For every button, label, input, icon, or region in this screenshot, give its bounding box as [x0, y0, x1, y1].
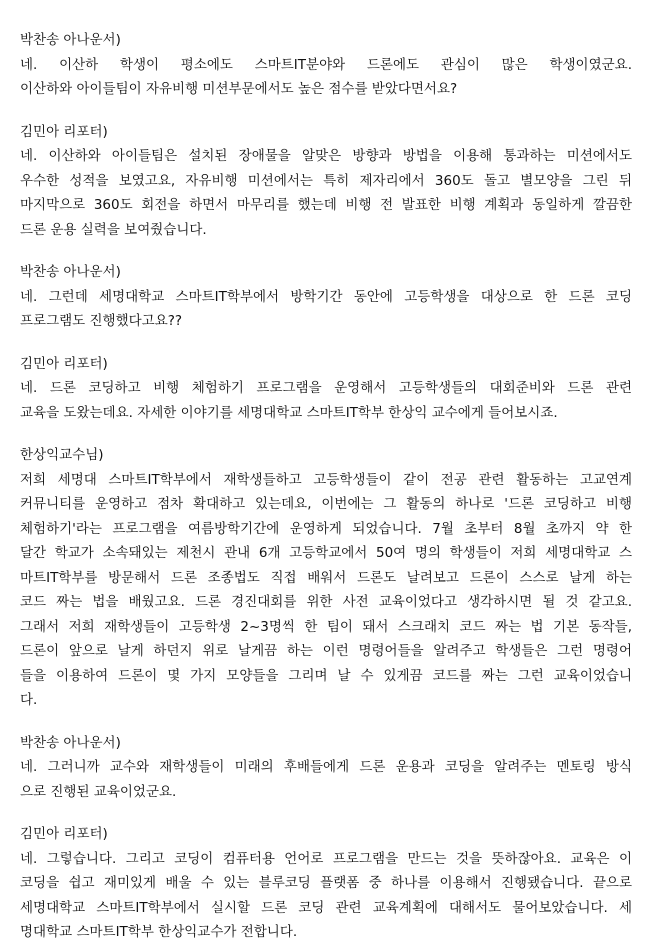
dialogue-line: 교육을 도왔는데요. 자세한 이야기를 세명대학교 스마트IT학부 한상익 교수에게 들어보시죠.: [20, 404, 558, 421]
dialogue-line: 코드 짜는 법을 배웠고요. 드론 경진대회를 위한 사전 교육이었다고 생각하시면 될 것 같고요.: [20, 594, 632, 610]
dialogue-line: 마트IT학부를 방문해서 드론 조종법도 직접 배워서 드론도 날려보고 드론이 스스로 날게 하는: [20, 569, 632, 586]
dialogue-block: [20, 28, 632, 102]
dialogue-block: [20, 731, 632, 805]
dialogue-line: 네. 그러니까 교수와 재학생들이 미래의 후배들에게 드론 운용과 코딩을 알려주는 멘토링 방식: [20, 759, 632, 775]
dialogue-line: 우수한 성적을 보였고요, 자유비행 미션에서는 특히 제자리에서 360도 돌고 별모양을 그린 뒤: [20, 172, 632, 189]
speaker-name: 박찬송 아나운서): [20, 32, 121, 48]
dialogue-line: 네. 그런데 세명대학교 스마트IT학부에서 방학기간 동안에 고등학생을 대상으로 한 드론 코딩: [20, 288, 632, 305]
transcript-page: [20, 28, 632, 945]
speaker-name: 김민아 리포터): [20, 123, 108, 140]
speaker-name: 김민아 리포터): [20, 355, 108, 372]
dialogue-block: [20, 822, 632, 945]
dialogue-line: 코딩을 쉽고 재미있게 배울 수 있는 블루코딩 플랫폼 중 하나를 이용해서 진행됐습니다. 끝으로: [20, 875, 632, 891]
dialogue-line: 네. 이산하 학생이 평소에도 스마트IT분야와 드론에도 관심이 많은 학생이였군요.: [20, 56, 632, 73]
speaker-name: 박찬송 아나운서): [20, 734, 121, 751]
dialogue-block: [20, 260, 632, 334]
dialogue-line: 들을 이용하여 드론이 몇 가지 모양들을 그리며 날 수 있게끔 코드를 짜는 그런 교육이었습니: [20, 667, 632, 684]
dialogue-line: 으로 진행된 교육이었군요.: [20, 783, 177, 800]
speaker-name: 한상익교수님): [20, 447, 104, 463]
dialogue-line: 그래서 저희 재학생들이 고등학생 2~3명씩 한 팀이 돼서 스크래치 코드 짜는 법 기본 동작들,: [20, 618, 632, 635]
dialogue-line: 커뮤니티를 운영하고 점차 확대하고 있는데요, 이번에는 그 활동의 하나로 '드론 코딩하고 비행: [20, 496, 632, 512]
dialogue-line: 체험하기'라는 프로그램을 여름방학기간에 운영하게 되었습니다. 7월 초부터 8월 초까지 약 한: [20, 520, 632, 537]
dialogue-line: 명대학교 스마트IT학부 한상익교수가 전합니다.: [20, 924, 298, 940]
dialogue-line: 네. 이산하와 아이들팀은 설치된 장애물을 알맞은 방향과 방법을 이용해 통과하는 미션에서도: [20, 148, 632, 164]
dialogue-line: 드론이 앞으로 날게 하던지 위로 날게끔 하는 이런 명령어들을 알려주고 학생들은 그런 명령어: [20, 643, 632, 659]
dialogue-line: 다.: [20, 692, 38, 708]
dialogue-line: 저희 세명대 스마트IT학부에서 재학생들하고 고등학생들이 같이 전공 관련 활동하는 고교연계: [20, 471, 632, 488]
dialogue-block: [20, 120, 632, 243]
dialogue-line: 달간 학교가 소속돼있는 제천시 관내 6개 고등학교에서 50여 명의 학생들이 저희 세명대학교 스: [20, 545, 632, 561]
speaker-name: 김민아 리포터): [20, 826, 108, 842]
dialogue-line: 이산하와 아이들팀이 자유비행 미션부문에서도 높은 점수를 받았다면서요?: [20, 81, 458, 97]
dialogue-block: [20, 352, 632, 426]
speaker-name: 박찬송 아나운서): [20, 264, 121, 280]
dialogue-line: 네. 그렇습니다. 그리고 코딩이 컴퓨터용 언어로 프로그램을 만드는 것을 뜻하잖아요. 교육은 이: [20, 850, 632, 867]
dialogue-line: 프로그램도 진행했다고요??: [20, 313, 183, 329]
dialogue-line: 마지막으로 360도 회전을 하면서 마무리를 했는데 비행 전 발표한 비행 계획과 동일하게 깔끔한: [20, 197, 632, 213]
dialogue-line: 세명대학교 스마트IT학부에서 실시할 드론 코딩 관련 교육계획에 대해서도 물어보았습니다. 세: [20, 899, 632, 916]
dialogue-block: [20, 443, 632, 713]
dialogue-line: 드론 운용 실력을 보여줬습니다.: [20, 221, 207, 238]
dialogue-line: 네. 드론 코딩하고 비행 체험하기 프로그램을 운영해서 고등학생들의 대회준비와 드론 관련: [20, 380, 632, 396]
